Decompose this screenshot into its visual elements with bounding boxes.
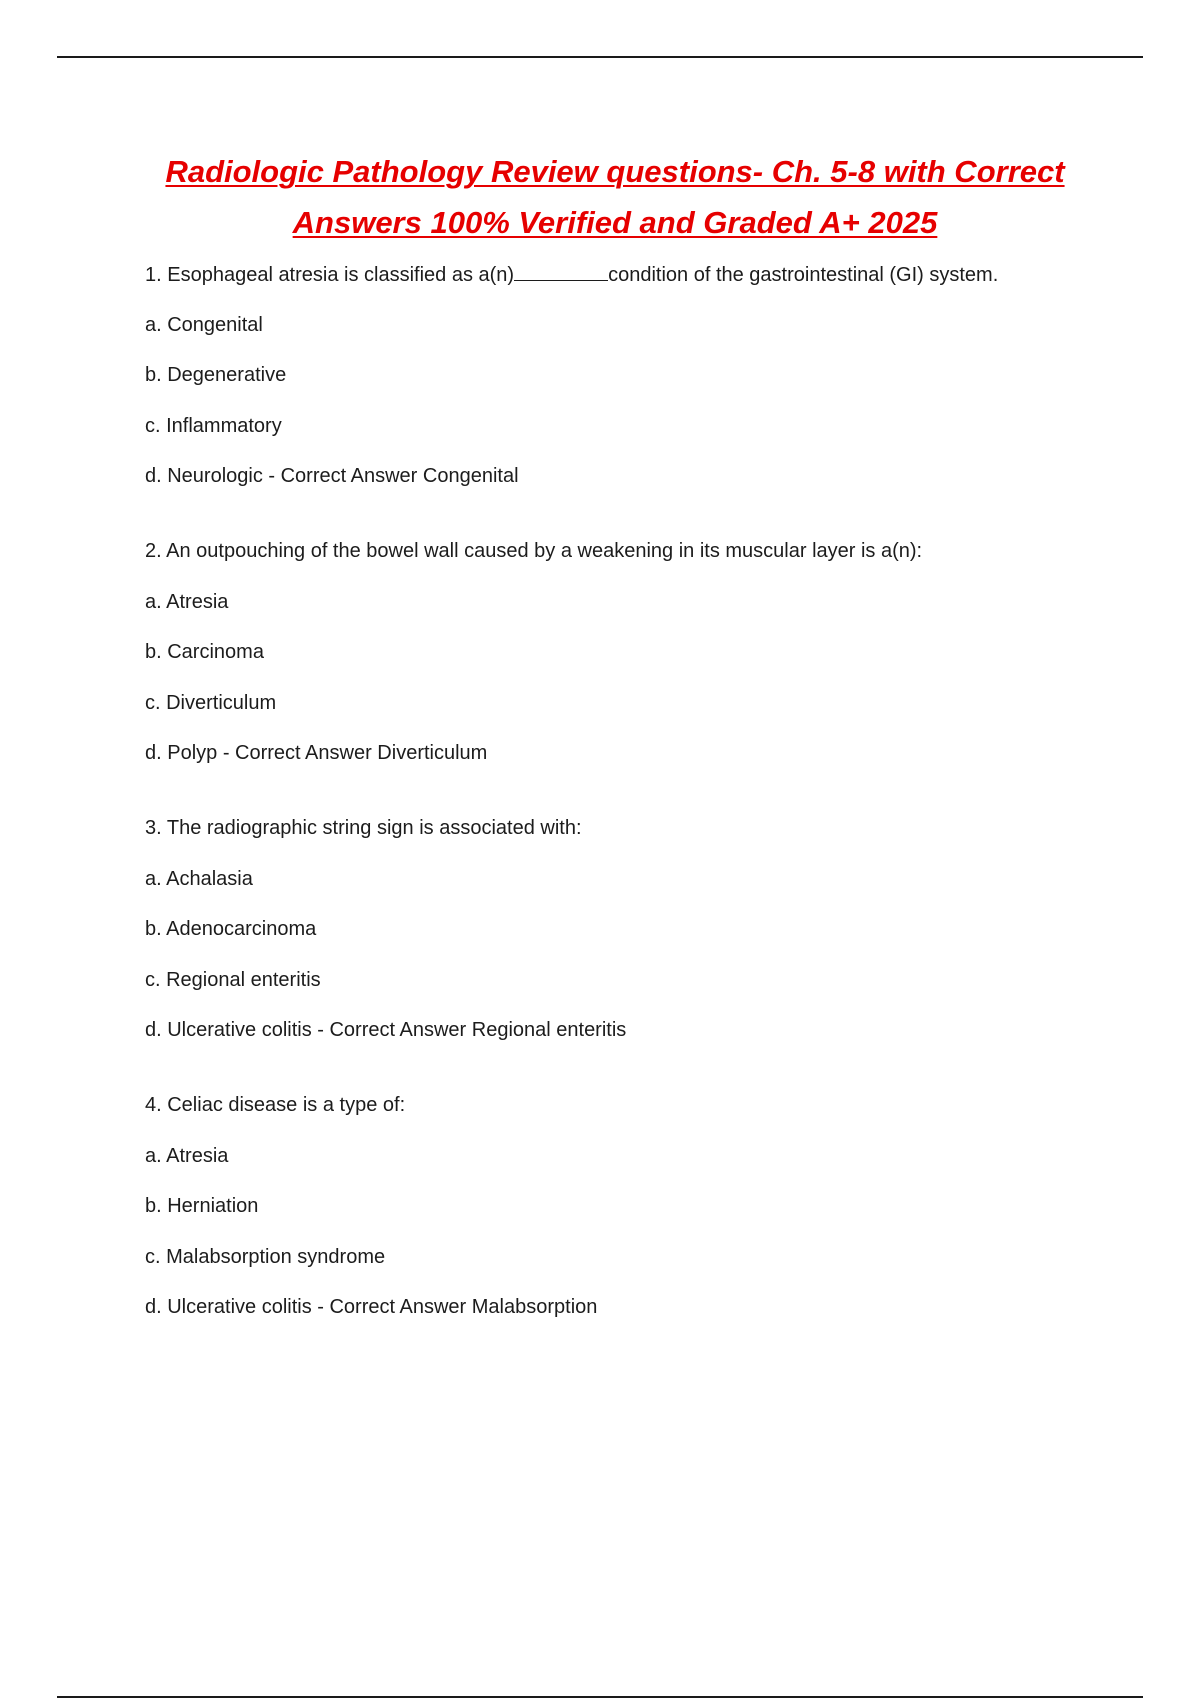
question-stem — [145, 262, 1145, 287]
answer-option-with-correct-answer: d. Ulcerative colitis - Correct Answer Malabsorption — [145, 1296, 598, 1318]
answer-option: c. Inflammatory — [145, 414, 282, 437]
answer-option: a. Atresia — [145, 1144, 229, 1167]
answer-option: b. Adenocarcinoma — [145, 918, 317, 940]
title-line-1: Radiologic Pathology Review questions- Ch. 5-8 with Correct — [165, 154, 1065, 189]
fill-in-blank — [514, 262, 608, 281]
answer-option: a. Atresia — [145, 590, 229, 613]
question-3 — [145, 816, 1145, 1043]
answer-option-with-correct-answer: d. Ulcerative colitis - Correct Answer Regional enteritis — [145, 1019, 627, 1041]
question-1 — [145, 262, 1145, 489]
top-divider — [57, 56, 1143, 58]
question-stem: 4. Celiac disease is a type of: — [145, 1094, 406, 1116]
question-2 — [145, 539, 1145, 766]
question-stem: 3. The radiographic string sign is associated with: — [145, 817, 582, 839]
answer-option: c. Malabsorption syndrome — [145, 1245, 386, 1268]
answer-option: a. Congenital — [145, 313, 263, 336]
title-line-2: Answers 100% Verified and Graded A+ 2025 — [292, 205, 938, 240]
document-title — [100, 146, 1130, 248]
question-stem: 2. An outpouching of the bowel wall caused by a weakening in its muscular layer is a(n): — [145, 540, 923, 562]
question-stem-end: condition of the gastrointestinal (GI) system. — [608, 264, 999, 286]
question-stem-start: 1. Esophageal atresia is classified as a(n) — [145, 264, 515, 286]
answer-option: a. Achalasia — [145, 867, 253, 890]
answer-option: c. Diverticulum — [145, 691, 277, 714]
answer-option: b. Degenerative — [145, 364, 287, 386]
answer-option: c. Regional enteritis — [145, 968, 321, 991]
answer-option: b. Herniation — [145, 1195, 259, 1217]
question-list — [145, 262, 1145, 1370]
bottom-divider — [57, 1696, 1143, 1698]
answer-option-with-correct-answer: d. Polyp - Correct Answer Diverticulum — [145, 742, 488, 764]
question-4 — [145, 1093, 1145, 1320]
answer-option: b. Carcinoma — [145, 641, 264, 663]
answer-option-with-correct-answer: d. Neurologic - Correct Answer Congenital — [145, 465, 519, 487]
